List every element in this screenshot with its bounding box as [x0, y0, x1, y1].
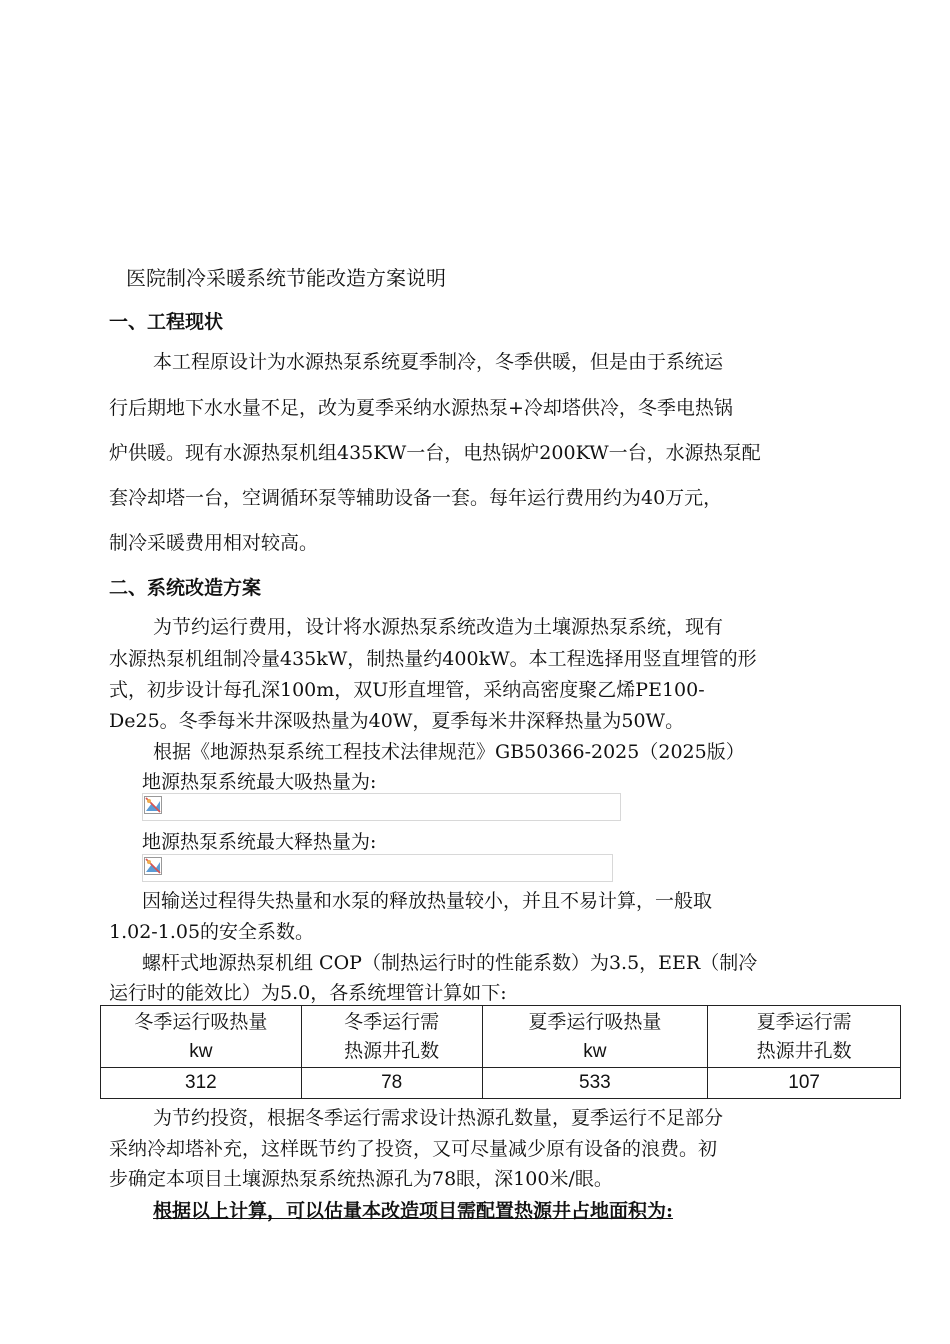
- paragraph-line: 步确定本项目土壤源热泵系统热源孔为78眼，深100米/眼。: [109, 1168, 613, 1190]
- table-cell: 107: [708, 1068, 901, 1099]
- calculation-table: [100, 1005, 901, 1099]
- paragraph-line: 式，初步设计每孔深100m，双U形直埋管，采纳高密度聚乙烯PE100-: [109, 679, 705, 701]
- paragraph-line: 为节约运行费用，设计将水源热泵系统改造为土壤源热泵系统，现有: [153, 616, 724, 638]
- header-cell: [708, 1006, 901, 1068]
- paragraph-line: 本工程原设计为水源热泵系统夏季制冷，冬季供暖，但是由于系统运: [153, 351, 724, 373]
- document-title: 医院制冷采暖系统节能改造方案说明: [126, 266, 446, 290]
- section-heading-2: 二、系统改造方案: [109, 577, 262, 599]
- norm-reference-line: 根据《地源热泵系统工程技术法律规范》GB50366-2025（2025版）: [153, 741, 745, 763]
- paragraph-line: 套冷却塔一台，空调循环泵等辅助设备一套。每年运行费用约为40万元，: [109, 487, 723, 509]
- max-absorb-label: 地源热泵系统最大吸热量为:: [142, 771, 377, 793]
- table-cell: 533: [482, 1068, 708, 1099]
- section-heading-1: 一、工程现状: [109, 311, 224, 333]
- header-text: kw: [189, 1040, 213, 1062]
- table-cell: 312: [101, 1068, 302, 1099]
- header-text: 冬季运行吸热量: [134, 1011, 268, 1033]
- paragraph-line: 行后期地下水水量不足，改为夏季采纳水源热泵+冷却塔供冷，冬季电热锅: [109, 397, 733, 419]
- paragraph-line: 因输送过程得失热量和水泵的释放热量较小，并且不易计算，一般取: [142, 890, 713, 912]
- broken-image-icon: [144, 796, 162, 814]
- table-cell: 78: [301, 1068, 482, 1099]
- header-cell: [101, 1006, 302, 1068]
- paragraph-line: 为节约投资，根据冬季运行需求设计热源孔数量，夏季运行不足部分: [153, 1107, 724, 1129]
- max-release-label: 地源热泵系统最大释热量为:: [142, 831, 377, 853]
- header-text: 夏季运行需: [756, 1011, 852, 1033]
- table-header-row: [101, 1006, 901, 1068]
- paragraph-line: 螺杆式地源热泵机组 COP（制热运行时的性能系数）为3.5，EER（制冷: [142, 952, 758, 974]
- header-cell: [301, 1006, 482, 1068]
- paragraph-line: 1.02-1.05的安全系数。: [109, 921, 315, 943]
- broken-image-icon: [144, 857, 162, 875]
- paragraph-line: 水源热泵机组制冷量435kW，制热量约400kW。本工程选择用竖直埋管的形: [109, 648, 757, 670]
- header-cell: [482, 1006, 708, 1068]
- conclusion-line: 根据以上计算，可以估量本改造项目需配置热源井占地面积为:: [153, 1200, 674, 1222]
- formula-image-release: [142, 854, 613, 882]
- paragraph-line: 运行时的能效比）为5.0，各系统埋管计算如下:: [109, 982, 507, 1004]
- header-text: kw: [583, 1040, 607, 1062]
- table-row: [101, 1068, 901, 1099]
- paragraph-line: 炉供暖。现有水源热泵机组435KW一台，电热锅炉200KW一台，水源热泵配: [109, 442, 761, 464]
- paragraph-line: 制冷采暖费用相对较高。: [109, 532, 319, 554]
- paragraph-line: De25。冬季每米井深吸热量为40W，夏季每米井深释热量为50W。: [109, 710, 685, 732]
- header-text: 夏季运行吸热量: [528, 1011, 662, 1033]
- paragraph-line: 采纳冷却塔补充，这样既节约了投资，又可尽量减少原有设备的浪费。初: [109, 1138, 718, 1160]
- header-text: 热源井孔数: [344, 1040, 440, 1062]
- header-text: 冬季运行需: [344, 1011, 440, 1033]
- formula-image-absorb: [142, 793, 621, 821]
- header-text: 热源井孔数: [756, 1040, 852, 1062]
